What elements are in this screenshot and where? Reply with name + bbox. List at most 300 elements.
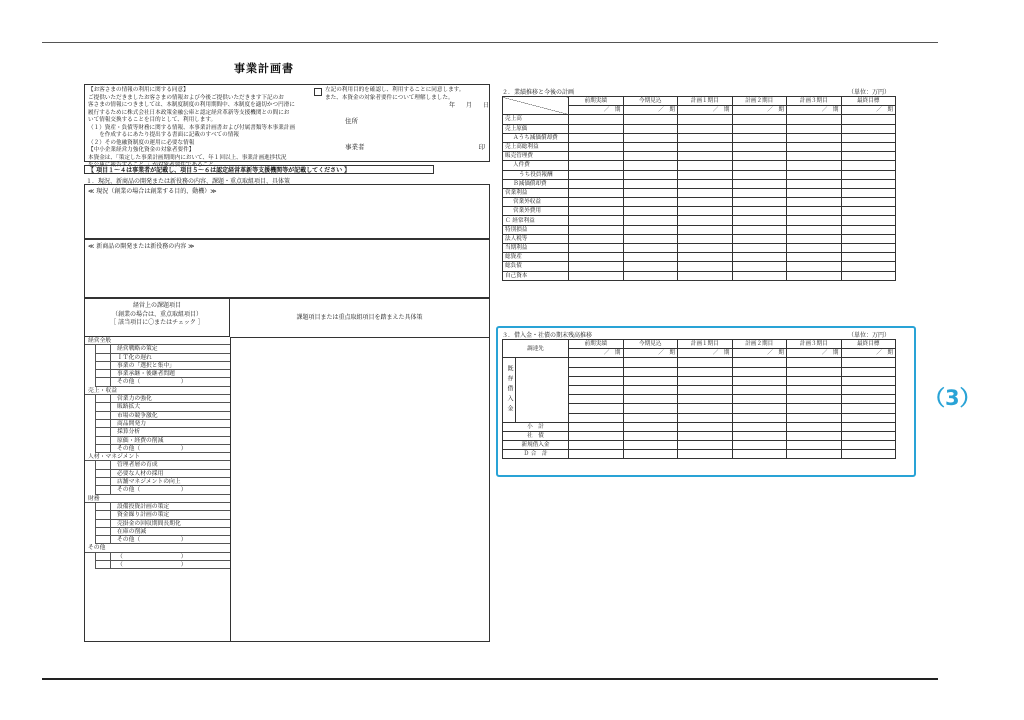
issue-item bbox=[95, 395, 230, 403]
issue-checkbox[interactable] bbox=[96, 470, 111, 477]
value-cell[interactable] bbox=[623, 225, 678, 234]
value-cell[interactable] bbox=[732, 152, 787, 161]
performance-row bbox=[503, 234, 896, 243]
value-cell[interactable] bbox=[787, 124, 842, 133]
issue-item-label: 営業力の強化 bbox=[117, 396, 152, 403]
issue-checkbox[interactable] bbox=[96, 420, 111, 427]
applicant-label: 事業者 bbox=[345, 143, 365, 151]
value-cell[interactable] bbox=[841, 234, 896, 243]
column-header: 最終目標 bbox=[841, 97, 896, 106]
value-cell[interactable] bbox=[732, 262, 787, 271]
total-label: Ｄ 合 計 bbox=[503, 450, 569, 459]
performance-header-row bbox=[503, 97, 896, 106]
section3-title: ３．借入金・社債の期末残高推移 bbox=[502, 332, 593, 339]
bottom-divider bbox=[42, 678, 938, 680]
issue-checkbox[interactable] bbox=[96, 478, 111, 485]
issue-category: 売上・収益 bbox=[85, 387, 230, 395]
value-cell[interactable] bbox=[787, 198, 842, 207]
period-cell[interactable]: ／ 期 bbox=[787, 349, 842, 358]
value-cell[interactable] bbox=[841, 142, 896, 151]
value-cell[interactable] bbox=[569, 170, 624, 179]
issue-checkbox[interactable] bbox=[96, 428, 111, 435]
value-cell[interactable] bbox=[678, 271, 733, 280]
issue-item bbox=[95, 561, 230, 569]
value-cell[interactable] bbox=[841, 244, 896, 253]
value-cell[interactable] bbox=[787, 216, 842, 225]
consent-line: （１）資産・負債等財務に関する情報、本事業計画書および付属書類等本事業計画 bbox=[88, 124, 295, 131]
issue-checkbox[interactable] bbox=[96, 528, 111, 535]
value-cell[interactable] bbox=[841, 152, 896, 161]
value-cell[interactable] bbox=[569, 234, 624, 243]
period-cell[interactable]: ／ 期 bbox=[569, 106, 624, 115]
performance-row bbox=[503, 124, 896, 133]
performance-row bbox=[503, 133, 896, 142]
value-cell[interactable] bbox=[569, 115, 624, 124]
issue-item-label: （ ） bbox=[117, 562, 187, 569]
issue-item bbox=[95, 520, 230, 528]
measures-field[interactable] bbox=[230, 337, 489, 641]
column-header: 今期見込 bbox=[623, 97, 678, 106]
issue-item-label: 事業の「選択と集中」 bbox=[117, 362, 175, 369]
value-cell[interactable] bbox=[623, 115, 678, 124]
section3-unit: （単位：万円） bbox=[847, 332, 890, 339]
column-header: 今期見込 bbox=[623, 340, 678, 349]
value-cell[interactable] bbox=[623, 188, 678, 197]
value-cell[interactable] bbox=[732, 234, 787, 243]
value-cell[interactable] bbox=[841, 170, 896, 179]
value-cell[interactable] bbox=[732, 133, 787, 142]
performance-row bbox=[503, 161, 896, 170]
value-cell[interactable] bbox=[569, 244, 624, 253]
seal-label: 印 bbox=[478, 143, 485, 151]
value-cell[interactable] bbox=[732, 271, 787, 280]
value-cell[interactable] bbox=[623, 133, 678, 142]
value-cell[interactable] bbox=[678, 207, 733, 216]
issue-item-label: 事業承継・後継者問題 bbox=[117, 371, 175, 378]
issue-checkbox[interactable] bbox=[96, 395, 111, 402]
value-cell[interactable] bbox=[623, 216, 678, 225]
performance-row bbox=[503, 198, 896, 207]
issue-item-label: 商品開発力 bbox=[117, 420, 146, 427]
performance-table bbox=[502, 96, 896, 281]
issue-item-label: 必要な人材の採用 bbox=[117, 470, 164, 477]
value-cell[interactable] bbox=[569, 133, 624, 142]
value-cell[interactable] bbox=[732, 216, 787, 225]
row-label: 売上高 bbox=[503, 115, 569, 124]
value-cell[interactable] bbox=[732, 170, 787, 179]
year-label: 年 bbox=[449, 102, 456, 109]
issue-item bbox=[95, 511, 230, 519]
column-header: 計画３期目 bbox=[787, 340, 842, 349]
value-cell[interactable] bbox=[678, 216, 733, 225]
performance-row bbox=[503, 225, 896, 234]
issue-checkbox[interactable] bbox=[96, 561, 111, 568]
issues-table bbox=[84, 298, 490, 642]
value-cell[interactable] bbox=[678, 124, 733, 133]
row-label: 販売管理費 bbox=[503, 152, 569, 161]
value-cell[interactable] bbox=[841, 124, 896, 133]
issue-item-label: 市場の競争激化 bbox=[117, 412, 158, 419]
issues-header-line-2: （創業の場合は、重点取組項目） bbox=[111, 310, 202, 318]
value-cell[interactable] bbox=[678, 152, 733, 161]
column-header: 最終目標 bbox=[841, 340, 896, 349]
value-cell[interactable] bbox=[787, 244, 842, 253]
value-cell[interactable] bbox=[841, 216, 896, 225]
consent-agreement bbox=[325, 87, 489, 151]
period-cell[interactable]: ／ 期 bbox=[569, 349, 624, 358]
value-cell[interactable] bbox=[841, 271, 896, 280]
value-cell[interactable] bbox=[678, 142, 733, 151]
value-cell[interactable] bbox=[841, 179, 896, 188]
column-header: 計画１期目 bbox=[678, 340, 733, 349]
bonds-label: 社 債 bbox=[503, 431, 569, 440]
value-cell[interactable] bbox=[623, 234, 678, 243]
value-cell[interactable] bbox=[732, 142, 787, 151]
issue-item-label: その他（ ） bbox=[117, 537, 187, 544]
value-cell[interactable] bbox=[841, 188, 896, 197]
issue-item-label: 管理者層の育成 bbox=[117, 462, 158, 469]
issue-checkbox[interactable] bbox=[96, 461, 111, 468]
period-cell[interactable]: ／ 期 bbox=[623, 106, 678, 115]
row-label: Ｂ減価償却費 bbox=[503, 179, 569, 188]
value-cell[interactable] bbox=[678, 234, 733, 243]
issue-item bbox=[95, 403, 230, 411]
value-cell[interactable] bbox=[787, 271, 842, 280]
consent-body bbox=[88, 95, 310, 170]
issue-item bbox=[95, 345, 230, 353]
value-cell[interactable] bbox=[569, 161, 624, 170]
value-cell[interactable] bbox=[569, 262, 624, 271]
issue-list bbox=[85, 337, 230, 569]
value-cell[interactable] bbox=[787, 170, 842, 179]
subtotal-label: 小 計 bbox=[503, 422, 569, 431]
date-labels bbox=[449, 102, 489, 110]
value-cell[interactable] bbox=[732, 207, 787, 216]
value-cell[interactable] bbox=[569, 124, 624, 133]
value-cell[interactable] bbox=[732, 188, 787, 197]
column-header: 計画３期目 bbox=[787, 97, 842, 106]
row-label: Ｃ 経常利益 bbox=[503, 216, 569, 225]
issue-item-label: その他（ ） bbox=[117, 379, 187, 386]
row-label: 営業利益 bbox=[503, 188, 569, 197]
performance-row bbox=[503, 142, 896, 151]
performance-row bbox=[503, 115, 896, 124]
value-cell[interactable] bbox=[623, 262, 678, 271]
issue-category: 人材・マネジメント bbox=[85, 453, 230, 461]
performance-row bbox=[503, 152, 896, 161]
value-cell[interactable] bbox=[678, 244, 733, 253]
issue-item bbox=[95, 428, 230, 436]
issue-item-label: その他（ ） bbox=[117, 445, 187, 452]
value-cell[interactable] bbox=[841, 225, 896, 234]
value-cell[interactable] bbox=[841, 115, 896, 124]
current-status-box[interactable] bbox=[84, 184, 490, 239]
issue-item bbox=[95, 461, 230, 469]
consent-line: ご提供いただきましたお客さまの情報および今後ご提供いただきます下記のお bbox=[88, 94, 284, 101]
issue-item bbox=[95, 354, 230, 362]
corner-cell bbox=[503, 97, 569, 115]
value-cell[interactable] bbox=[787, 152, 842, 161]
value-cell[interactable] bbox=[678, 115, 733, 124]
value-cell[interactable] bbox=[623, 124, 678, 133]
value-cell[interactable] bbox=[841, 262, 896, 271]
period-cell[interactable]: ／ 期 bbox=[732, 106, 787, 115]
value-cell[interactable] bbox=[841, 133, 896, 142]
issue-item bbox=[95, 553, 230, 561]
issue-checkbox[interactable] bbox=[96, 536, 111, 543]
issue-checkbox[interactable] bbox=[96, 345, 111, 352]
column-header: 計画１期目 bbox=[678, 97, 733, 106]
issue-item-label: 原価・経費の削減 bbox=[117, 437, 164, 444]
consent-line: 【中小企業経営力強化資金の対象者要件】 bbox=[88, 147, 195, 154]
issue-item-label: 売掛金の回収期間長期化 bbox=[117, 520, 181, 527]
value-cell[interactable] bbox=[678, 179, 733, 188]
value-cell[interactable] bbox=[841, 253, 896, 262]
issue-checkbox[interactable] bbox=[96, 486, 111, 493]
value-cell[interactable] bbox=[623, 161, 678, 170]
value-cell[interactable] bbox=[623, 253, 678, 262]
period-cell[interactable]: ／ 期 bbox=[841, 349, 896, 358]
value-cell[interactable] bbox=[787, 225, 842, 234]
value-cell[interactable] bbox=[732, 179, 787, 188]
issue-checkbox[interactable] bbox=[96, 445, 111, 452]
issue-item bbox=[95, 437, 230, 445]
performance-row bbox=[503, 188, 896, 197]
value-cell[interactable] bbox=[569, 198, 624, 207]
issue-checkbox[interactable] bbox=[96, 362, 111, 369]
value-cell[interactable] bbox=[569, 142, 624, 151]
issue-item-label: 設備投資計画の策定 bbox=[117, 503, 170, 510]
row-label: Ａうち減価償却費 bbox=[503, 133, 569, 142]
issue-item-label: 採算分析 bbox=[117, 429, 141, 436]
value-cell[interactable] bbox=[678, 133, 733, 142]
value-cell[interactable] bbox=[787, 161, 842, 170]
period-cell[interactable]: ／ 期 bbox=[732, 349, 787, 358]
performance-row bbox=[503, 244, 896, 253]
issue-item bbox=[95, 420, 230, 428]
value-cell[interactable] bbox=[569, 225, 624, 234]
consent-line: 本資金は、「策定した事業計画期間内において、年１回以上、事業計画進捗状況 bbox=[88, 154, 287, 161]
row-label: うち役員報酬 bbox=[503, 170, 569, 179]
issue-category: 財務 bbox=[85, 495, 230, 503]
applicant-row bbox=[345, 143, 485, 152]
issue-checkbox[interactable] bbox=[96, 503, 111, 510]
issue-item bbox=[95, 378, 230, 386]
row-label: 総負債 bbox=[503, 262, 569, 271]
value-cell[interactable] bbox=[732, 253, 787, 262]
month-label: 月 bbox=[465, 102, 472, 109]
new-product-box[interactable] bbox=[84, 239, 490, 298]
issue-checkbox[interactable] bbox=[96, 370, 111, 377]
row-label: 当期利益 bbox=[503, 244, 569, 253]
value-cell[interactable] bbox=[787, 188, 842, 197]
consent-line: 履行するために株式会社日本政策金融公庫と認定経営革新等支援機関との間にお bbox=[88, 109, 290, 116]
issue-checkbox[interactable] bbox=[96, 553, 111, 560]
section2-title: ２．業績推移と今後の計画 bbox=[502, 89, 575, 96]
existing-loan-label: 既存借入金 bbox=[503, 358, 516, 421]
column-header: 計画２期目 bbox=[732, 97, 787, 106]
performance-row bbox=[503, 170, 896, 179]
row-label: 売上高総利益 bbox=[503, 142, 569, 151]
issue-item bbox=[95, 503, 230, 511]
issue-checkbox[interactable] bbox=[96, 520, 111, 527]
issues-header-line-1: 経営上の課題項目 bbox=[132, 302, 181, 309]
performance-row bbox=[503, 179, 896, 188]
issue-item-label: 経営戦略の策定 bbox=[117, 346, 158, 353]
value-cell[interactable] bbox=[569, 271, 624, 280]
value-cell[interactable] bbox=[787, 115, 842, 124]
value-cell[interactable] bbox=[569, 152, 624, 161]
value-cell[interactable] bbox=[623, 179, 678, 188]
issue-item bbox=[95, 486, 230, 494]
row-label: 総資産 bbox=[503, 253, 569, 262]
new-product-label: ≪ 新商品の開発または新役務の内容 ≫ bbox=[88, 243, 195, 250]
consent-line: を公庫に報告すること。」が対象者要件であること。 bbox=[88, 162, 220, 169]
value-cell[interactable] bbox=[787, 142, 842, 151]
issue-item bbox=[95, 536, 230, 544]
issue-item bbox=[95, 478, 230, 486]
issue-item-label: ＩＴ化の遅れ bbox=[117, 354, 152, 361]
column-header: 計画２期目 bbox=[732, 340, 787, 349]
value-cell[interactable] bbox=[841, 207, 896, 216]
value-cell[interactable] bbox=[787, 207, 842, 216]
issue-checkbox[interactable] bbox=[96, 403, 111, 410]
new-loan-label: 新規借入金 bbox=[503, 441, 569, 450]
instruction-band: 【 項目１～４は事業者が記載し、項目５～６は認定経営革新等支援機関等が記載してください 】 bbox=[84, 165, 434, 174]
performance-row bbox=[503, 253, 896, 262]
issue-item bbox=[95, 370, 230, 378]
consent-line: を作成するにあたり提出する書面に記載のすべての情報 bbox=[88, 132, 239, 139]
value-cell[interactable] bbox=[732, 225, 787, 234]
value-cell[interactable] bbox=[732, 244, 787, 253]
value-cell[interactable] bbox=[678, 225, 733, 234]
address-label: 住所 bbox=[345, 117, 358, 125]
value-cell[interactable] bbox=[678, 253, 733, 262]
section3-highlight-frame bbox=[496, 326, 916, 477]
section2-header bbox=[502, 87, 890, 96]
value-cell[interactable] bbox=[787, 253, 842, 262]
column-header: 前期実績 bbox=[569, 97, 624, 106]
issue-checkbox[interactable] bbox=[96, 511, 111, 518]
value-cell[interactable] bbox=[678, 161, 733, 170]
value-cell[interactable] bbox=[623, 152, 678, 161]
column-header: 前期実績 bbox=[569, 340, 624, 349]
value-cell[interactable] bbox=[678, 262, 733, 271]
row-label: 人件費 bbox=[503, 161, 569, 170]
value-cell[interactable] bbox=[569, 179, 624, 188]
day-label: 日 bbox=[482, 102, 489, 109]
value-cell[interactable] bbox=[678, 170, 733, 179]
consent-heading: 【お客さまの情報の利用に関する同意】 bbox=[88, 87, 189, 93]
issue-checkbox[interactable] bbox=[96, 437, 111, 444]
row-label: 法人税等 bbox=[503, 234, 569, 243]
period-cell[interactable]: ／ 期 bbox=[841, 106, 896, 115]
value-cell[interactable] bbox=[623, 170, 678, 179]
value-cell[interactable] bbox=[678, 198, 733, 207]
period-cell[interactable]: ／ 期 bbox=[787, 106, 842, 115]
value-cell[interactable] bbox=[787, 262, 842, 271]
period-cell[interactable]: ／ 期 bbox=[678, 349, 733, 358]
agree-checkbox[interactable] bbox=[314, 88, 322, 96]
value-cell[interactable] bbox=[569, 207, 624, 216]
performance-row bbox=[503, 216, 896, 225]
value-cell[interactable] bbox=[841, 198, 896, 207]
value-cell[interactable] bbox=[732, 115, 787, 124]
issue-item-label: その他（ ） bbox=[117, 487, 187, 494]
performance-row bbox=[503, 207, 896, 216]
performance-row bbox=[503, 262, 896, 271]
value-cell[interactable] bbox=[732, 198, 787, 207]
issues-header-right: 課題項目または重点取組項目を踏まえた具体策 bbox=[230, 299, 489, 338]
issue-category: 経営全般 bbox=[85, 337, 230, 345]
value-cell[interactable] bbox=[569, 188, 624, 197]
period-cell[interactable]: ／ 期 bbox=[678, 106, 733, 115]
document-title: 事業計画書 bbox=[234, 62, 294, 75]
row-label: 自己資本 bbox=[503, 271, 569, 280]
row-label: 営業外費用 bbox=[503, 207, 569, 216]
issue-item-label: 在庫の削減 bbox=[117, 528, 146, 535]
issue-checkbox[interactable] bbox=[96, 378, 111, 385]
callout-label: （3） bbox=[924, 386, 981, 410]
row-label: 営業外収益 bbox=[503, 198, 569, 207]
performance-row bbox=[503, 271, 896, 280]
issue-item-label: 資金繰り計画の策定 bbox=[117, 512, 170, 519]
issues-header-left bbox=[85, 299, 230, 337]
issue-item-label: 店舗マネジメントの向上 bbox=[117, 479, 181, 486]
issue-checkbox[interactable] bbox=[96, 412, 111, 419]
section1-title: １．現況、新商品の開発または新役務の内容、課題・重点取組項目、具体策 bbox=[86, 178, 291, 185]
issue-item bbox=[95, 412, 230, 420]
issue-item bbox=[95, 470, 230, 478]
value-cell[interactable] bbox=[623, 271, 678, 280]
value-cell[interactable] bbox=[732, 161, 787, 170]
period-cell[interactable]: ／ 期 bbox=[623, 349, 678, 358]
agree-line-1: 左記の利用目的を確認し、利用することに同意します。 bbox=[325, 87, 465, 93]
current-status-label: ≪ 現況（創業の場合は創業する目的、動機）≫ bbox=[88, 188, 217, 195]
consent-line: いて情報交換することを目的として、利用します。 bbox=[88, 117, 217, 124]
issues-header-line-3: ［ 該当項目に〇またはチェック ］ bbox=[110, 319, 204, 327]
agree-line-2: また、本資金の対象者要件について理解しました。 bbox=[325, 94, 454, 101]
issue-item-label: 販路拡大 bbox=[117, 404, 141, 411]
value-cell[interactable] bbox=[732, 124, 787, 133]
top-divider bbox=[42, 42, 938, 43]
value-cell[interactable] bbox=[787, 179, 842, 188]
value-cell[interactable] bbox=[678, 188, 733, 197]
value-cell[interactable] bbox=[787, 133, 842, 142]
issue-category: その他 bbox=[85, 544, 230, 552]
consent-box bbox=[84, 84, 490, 169]
consent-line: 客さまの情報につきましては、本制度制度の利用期間中、本制度を適切かつ円滑に bbox=[88, 102, 295, 109]
row-label: 売上原価 bbox=[503, 124, 569, 133]
issue-item bbox=[95, 528, 230, 536]
issue-item bbox=[95, 362, 230, 370]
value-cell[interactable] bbox=[623, 198, 678, 207]
row-label: 特別損益 bbox=[503, 225, 569, 234]
issue-item-label: （ ） bbox=[117, 553, 187, 560]
consent-text bbox=[88, 87, 310, 170]
source-label: 調達先 bbox=[503, 340, 569, 358]
value-cell[interactable] bbox=[623, 244, 678, 253]
consent-line: （２）その他融資制度の運用に必要な情報 bbox=[88, 139, 195, 146]
value-cell[interactable] bbox=[787, 234, 842, 243]
value-cell[interactable] bbox=[623, 207, 678, 216]
section2-unit: （単位：万円） bbox=[847, 89, 890, 96]
value-cell[interactable] bbox=[569, 216, 624, 225]
issue-checkbox[interactable] bbox=[96, 354, 111, 361]
value-cell[interactable] bbox=[623, 142, 678, 151]
value-cell[interactable] bbox=[841, 161, 896, 170]
value-cell[interactable] bbox=[569, 253, 624, 262]
